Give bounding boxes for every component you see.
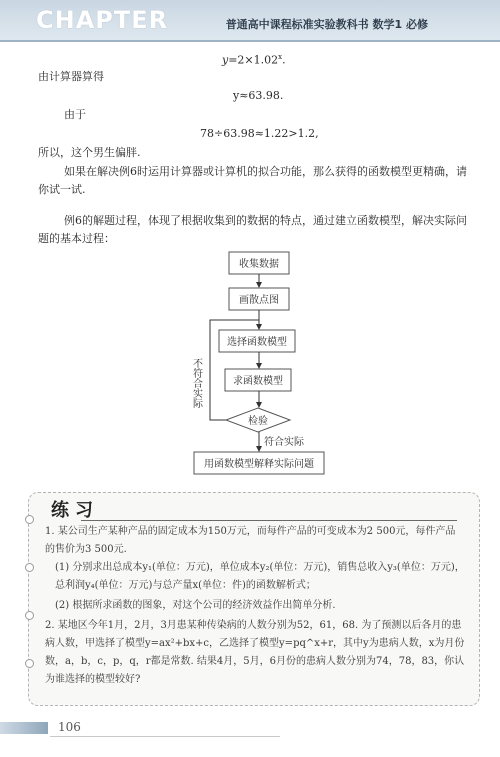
- not-fit-label: 不符合实际: [190, 358, 202, 408]
- since-label: 由于: [64, 108, 86, 121]
- exercise-1-part-2: (2) 根据所求函数的图象，对这个公司的经济效益作出简单分析.: [55, 600, 336, 611]
- equation-ratio: 78÷63.98≈1.22>1.2,: [200, 127, 319, 140]
- footer-rule: [50, 736, 280, 737]
- binder-ring: [25, 563, 34, 572]
- scatter-label: 画散点图: [239, 295, 279, 306]
- binder-ring: [25, 611, 34, 620]
- exercise-2: 2. 某地区今年1月，2月，3月患某种传染病的人数分别为52，61，68. 为了预测以后各月的患病人数，甲选择了模型y=ax²+bx+c，乙选择了模型y=pq^x+r，其中y为患病人数，x为月份数，a，b，c，p，q，r都是常数. 结果4月，5月，6月份的患病人数分别为74，78，83，你认为谁选择的模型较好?: [45, 620, 465, 685]
- practice-section: [28, 492, 480, 706]
- collect-label: 收集数据: [239, 259, 279, 270]
- practice-title-rule: [81, 520, 457, 521]
- chapter-label: CHAPTER: [36, 6, 169, 34]
- conclusion-text: 所以，这个男生偏胖.: [38, 146, 141, 159]
- suggestion-paragraph: 如果在解决例6时运用计算器或计算机的拟合功能，那么获得的函数模型更精确，请你试一试.: [38, 165, 467, 196]
- book-title: 普通高中课程标准实验教科书 数学1 必修: [225, 18, 428, 31]
- binder-ring: [25, 659, 34, 668]
- exercise-1: 1. 某公司生产某种产品的固定成本为150万元，而每件产品的可变成本为2 500元，每件产品的售价为3 500元.: [45, 526, 456, 555]
- choose-label: 选择函数模型: [227, 337, 287, 348]
- calc-intro: 由计算器算得: [38, 70, 104, 83]
- solve-label: 求函数模型: [233, 376, 283, 387]
- check-label: 检验: [248, 416, 268, 427]
- process-paragraph: 例6的解题过程，体现了根据收集到的数据的特点，通过建立函数模型，解决实际问题的基本过程：: [38, 214, 467, 245]
- footer-color-bar: [0, 722, 48, 734]
- practice-title: 练习: [51, 500, 99, 521]
- exercise-1-part-1: (1) 分别求出总成本y₁(单位：万元)，单位成本y₂(单位：万元)，销售总收入y₃(单位：万元)，总利润y₄(单位：万元)与总产量x(单位：件)的函数解析式；: [55, 562, 465, 591]
- equation-result: y≈63.98.: [233, 89, 284, 102]
- equation-model: $y=2\times 1.02^x$.: [222, 53, 286, 67]
- fit-label: 符合实际: [264, 437, 304, 448]
- page-number: 106: [58, 720, 81, 734]
- binder-ring: [25, 515, 34, 524]
- apply-label: 用函数模型解释实际问题: [204, 459, 314, 470]
